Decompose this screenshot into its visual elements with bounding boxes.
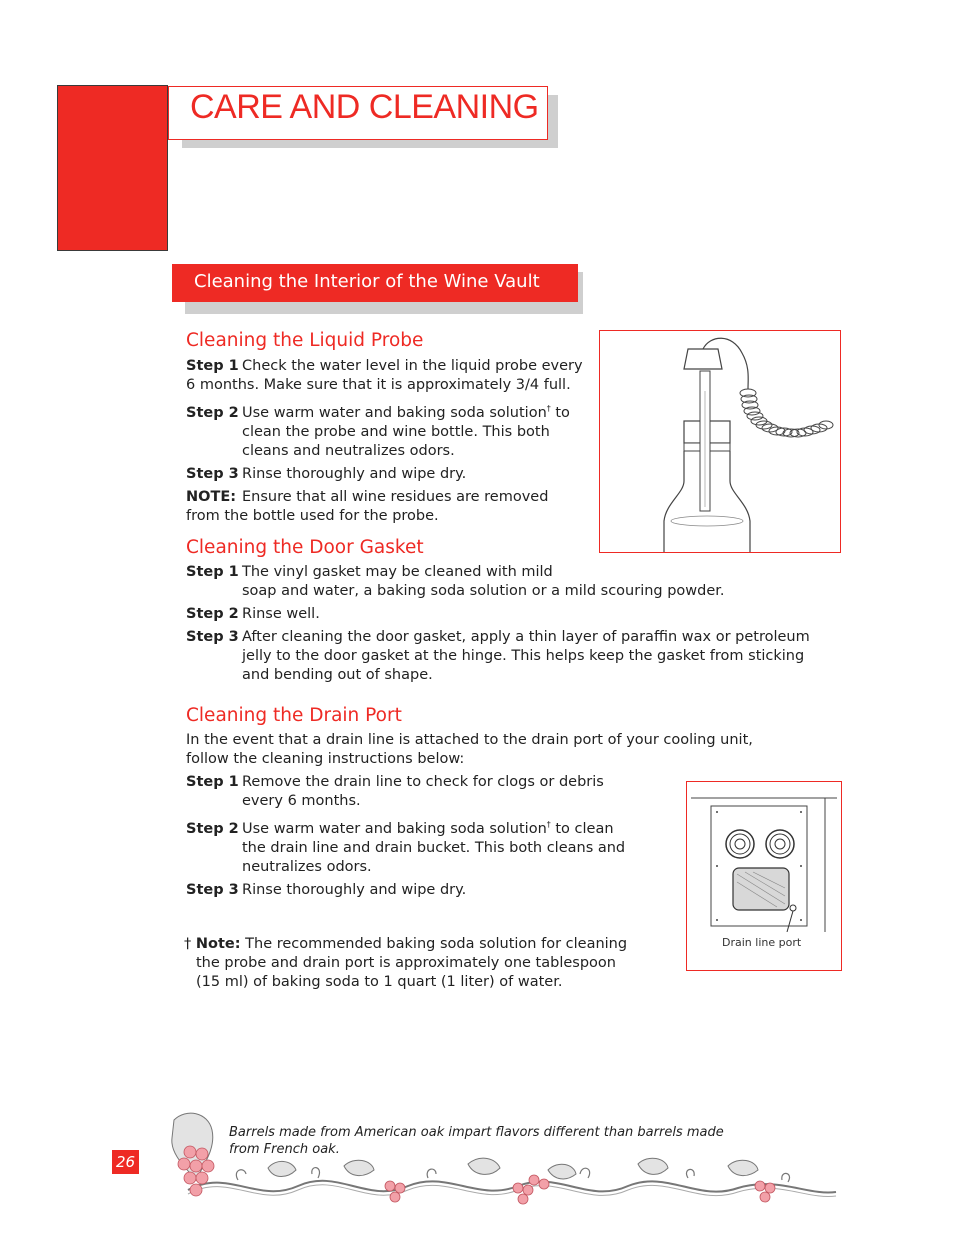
liquid-probe-step-3 (186, 465, 586, 484)
page-title: CARE AND CLEANING (190, 88, 539, 126)
footer-tip-line: from French oak. (229, 1142, 340, 1157)
step-text: jelly to the door gasket at the hinge. This helps keep the gasket from sticking (242, 648, 805, 664)
liquid-probe-steps (186, 357, 586, 526)
step-text: Use warm water and baking soda solution (242, 820, 547, 837)
door-gasket-steps (186, 563, 826, 685)
step-label: Step 1 (186, 358, 239, 374)
page-number: 26 (112, 1150, 139, 1174)
note-text: Ensure that all wine residues are removed (242, 488, 549, 505)
step-text: the drain line and drain bucket. This both cleans and (242, 839, 626, 856)
step-text: cleans and neutralizes odors. (242, 442, 455, 459)
footnote-text: (15 ml) of baking soda to 1 quart (1 liter) of water. (196, 974, 563, 990)
step-label: Step 2 (186, 404, 239, 421)
footnote-text: the probe and drain port is approximately one tablespoon (196, 955, 616, 971)
door-gasket-heading: Cleaning the Door Gasket (186, 537, 424, 558)
drain-line-port-caption: Drain line port (722, 936, 802, 949)
step-label: Step 2 (186, 606, 239, 622)
step-label: Step 3 (186, 881, 239, 898)
step-text: soap and water, a baking soda solution or a mild scouring powder. (242, 583, 725, 599)
step-text: to (550, 404, 570, 421)
step-text: clean the probe and wine bottle. This both (242, 423, 550, 440)
dagger-mark: † (546, 404, 551, 413)
drain-port-steps (186, 773, 646, 900)
step-text: The vinyl gasket may be cleaned with mild (242, 564, 553, 580)
footnote-text: The recommended baking soda solution for cleaning (245, 936, 628, 952)
step-text: and bending out of shape. (242, 667, 433, 683)
step-text: 6 months. Make sure that it is approximately 3/4 full. (186, 377, 571, 393)
header-red-block (57, 85, 168, 251)
drain-port-heading: Cleaning the Drain Port (186, 705, 402, 726)
drain-port-intro (186, 731, 786, 769)
drain-port-step-1 (186, 773, 646, 811)
step-label: Step 3 (186, 465, 239, 482)
note-label: NOTE: (186, 488, 237, 505)
door-gasket-step-1 (186, 563, 826, 601)
step-text: Check the water level in the liquid probe every (242, 358, 583, 374)
liquid-probe-step-1 (186, 357, 586, 395)
door-gasket-step-2 (186, 605, 826, 624)
liquid-probe-step-2 (186, 399, 586, 461)
step-label: Step 1 (186, 774, 239, 790)
drain-port-step-3 (186, 881, 646, 900)
note-text: from the bottle used for the probe. (186, 507, 439, 524)
liquid-probe-heading: Cleaning the Liquid Probe (186, 330, 424, 351)
dagger-mark: † (184, 936, 192, 952)
step-label: Step 3 (186, 629, 239, 645)
step-text: After cleaning the door gasket, apply a thin layer of paraffin wax or petroleum (242, 629, 810, 645)
dagger-mark: † (546, 820, 551, 829)
intro-text: follow the cleaning instructions below: (186, 751, 465, 767)
step-label: Step 1 (186, 564, 239, 580)
step-text: neutralizes odors. (242, 858, 372, 875)
section-title: Cleaning the Interior of the Wine Vault (194, 271, 540, 292)
door-gasket-step-3 (186, 628, 826, 685)
step-text: Rinse well. (242, 606, 320, 622)
step-text: Use warm water and baking soda solution (242, 404, 547, 421)
step-text: Rinse thoroughly and wipe dry. (242, 465, 467, 482)
footnote (184, 935, 644, 992)
intro-text: In the event that a drain line is attached to the drain port of your cooling unit, (186, 732, 753, 748)
liquid-probe-figure (599, 330, 841, 553)
step-label: Step 2 (186, 820, 239, 837)
step-text: Rinse thoroughly and wipe dry. (242, 881, 467, 898)
step-text: Remove the drain line to check for clogs or debris (242, 774, 604, 790)
grape-vine-decoration (168, 1108, 838, 1208)
footnote-label: Note: (195, 936, 241, 952)
drain-port-figure (686, 781, 842, 971)
footer-tip-line: Barrels made from American oak impart flavors different than barrels made (229, 1125, 724, 1140)
drain-port-step-2 (186, 815, 646, 877)
cooling-unit-illustration (687, 782, 841, 932)
step-text: to clean (550, 820, 614, 837)
probe-bottle-illustration (600, 331, 840, 552)
liquid-probe-note (186, 488, 586, 526)
step-text: every 6 months. (242, 793, 361, 809)
